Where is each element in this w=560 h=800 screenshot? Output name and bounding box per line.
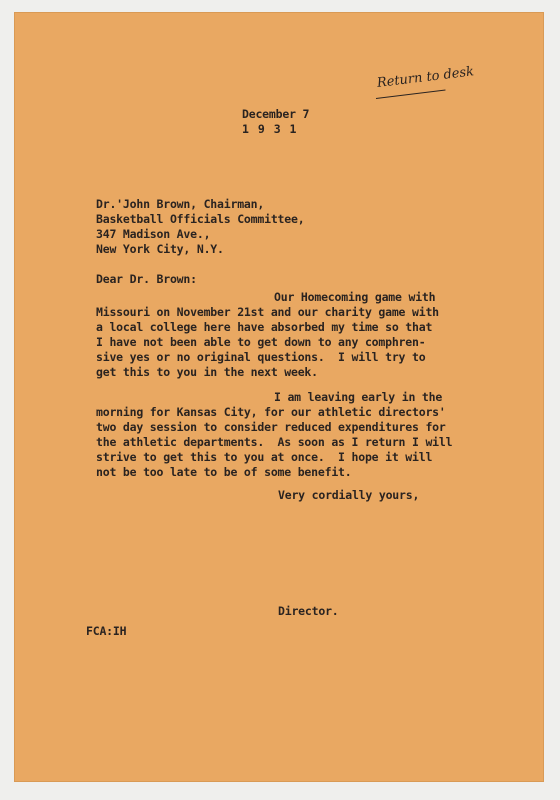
paragraph-1-line-4: I have not been able to get down to any comphren- — [96, 335, 426, 349]
paragraph-1-line-6: get this to you in the next week. — [96, 365, 318, 379]
reference-initials: FCA:IH — [86, 624, 127, 638]
address-line-2: Basketball Officials Committee, — [96, 212, 305, 226]
paragraph-2-line-1: I am leaving early in the — [274, 390, 443, 404]
paragraph-2-line-5: strive to get this to you at once. I hope it will — [96, 450, 433, 464]
date-line-1: December 7 — [242, 107, 310, 121]
handwritten-underline — [376, 89, 446, 99]
handwritten-note: Return to desk — [376, 64, 475, 91]
paragraph-1-line-2: Missouri on November 21st and our charity game with — [96, 305, 439, 319]
date-line-2: 1 9 3 1 — [242, 122, 298, 136]
paragraph-1-line-5: sive yes or no original questions. I will try to — [96, 350, 426, 364]
address-line-3: 347 Madison Ave., — [96, 227, 211, 241]
paragraph-2-line-6: not be too late to be of some benefit. — [96, 465, 352, 479]
signature-title: Director. — [278, 604, 339, 618]
salutation: Dear Dr. Brown: — [96, 272, 197, 286]
paragraph-2-line-4: the athletic departments. As soon as I return I will — [96, 435, 453, 449]
address-line-4: New York City, N.Y. — [96, 242, 224, 256]
paragraph-2-line-3: two day session to consider reduced expenditures for — [96, 420, 446, 434]
paragraph-2-line-2: morning for Kansas City, for our athletic directors' — [96, 405, 446, 419]
letter-page — [14, 12, 544, 782]
paragraph-1-line-3: a local college here have absorbed my time so that — [96, 320, 433, 334]
closing: Very cordially yours, — [278, 488, 420, 502]
address-line-1: Dr.'John Brown, Chairman, — [96, 197, 265, 211]
paragraph-1-line-1: Our Homecoming game with — [274, 290, 436, 304]
